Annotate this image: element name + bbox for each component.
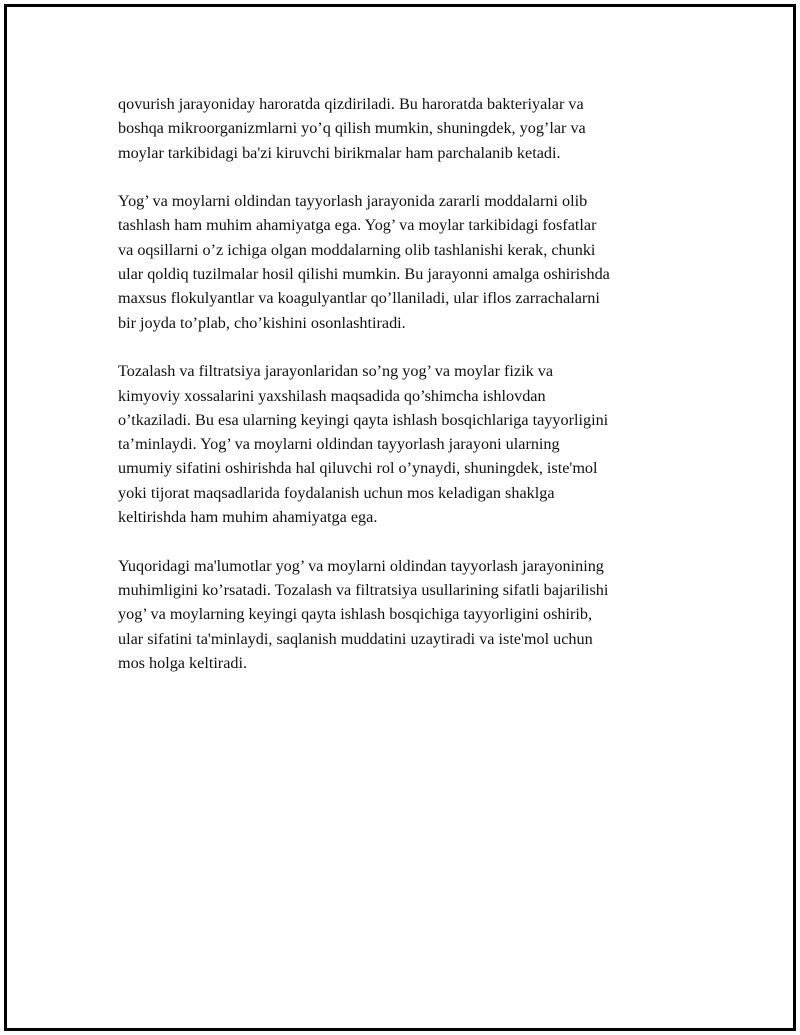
text-line: qovurish jarayoniday haroratda qizdiriladi. Bu haroratda bakteriyalar va bbox=[118, 95, 584, 113]
text-line: maxsus flokulyantlar va koagulyantlar qo’llaniladi, ular iflos zarrachalarni bbox=[118, 289, 600, 308]
text-line: ular sifatini ta'minlaydi, saqlanish muddatini uzaytiradi va iste'mol uchun bbox=[118, 629, 593, 648]
paragraph-4 bbox=[118, 554, 698, 675]
paragraph-3 bbox=[118, 359, 698, 529]
paragraph-2 bbox=[118, 189, 698, 335]
text-line: muhimligini ko’rsatadi. Tozalash va filtratsiya usullarining sifatli bajarilishi bbox=[118, 580, 609, 599]
paragraph-1 bbox=[118, 92, 698, 165]
text-line: Tozalash va filtratsiya jarayonlaridan so’ng yog’ va moylar fizik va bbox=[118, 362, 554, 381]
text-line: Yog’ va moylarni oldindan tayyorlash jarayonida zararli moddalarni olib bbox=[118, 192, 588, 211]
text-line: kimyoviy xossalarini yaxshilash maqsadida qo’shimcha ishlovdan bbox=[118, 386, 546, 405]
text-line: va oqsillarni o’z ichiga olgan moddalarning olib tashlanishi kerak, chunki bbox=[118, 240, 596, 259]
text-line: bir joyda to’plab, cho’kishini osonlashtiradi. bbox=[118, 313, 406, 332]
text-line: ular qoldiq tuzilmalar hosil qilishi mumkin. Bu jarayonni amalga oshirishda bbox=[118, 265, 610, 284]
text-line: moylar tarkibidagi ba'zi kiruvchi birikmalar ham parchalanib ketadi. bbox=[118, 143, 561, 162]
text-line: yoki tijorat maqsadlarida foydalanish uchun mos keladigan shaklga bbox=[118, 483, 555, 502]
text-line: o’tkaziladi. Bu esa ularning keyingi qayta ishlash bosqichlariga tayyorligini bbox=[118, 410, 609, 429]
text-line: umumiy sifatini oshirishda hal qiluvchi rol o’ynaydi, shuningdek, iste'mol bbox=[118, 459, 598, 478]
text-line: Yuqoridagi ma'lumotlar yog’ va moylarni oldindan tayyorlash jarayonining bbox=[118, 556, 604, 575]
text-line: keltirishda ham muhim ahamiyatga ega. bbox=[118, 508, 378, 527]
text-line: boshqa mikroorganizmlarni yo’q qilish mumkin, shuningdek, yog’lar va bbox=[118, 119, 586, 138]
text-line: mos holga keltiradi. bbox=[118, 653, 248, 672]
text-line: ta’minlaydi. Yog’ va moylarni oldindan tayyorlash jarayoni ularning bbox=[118, 435, 560, 454]
text-line: yog’ va moylarning keyingi qayta ishlash bosqichiga tayyorligini oshirib, bbox=[118, 605, 593, 624]
text-line: tashlash ham muhim ahamiyatga ega. Yog’ va moylar tarkibidagi fosfatlar bbox=[118, 216, 597, 235]
document-body bbox=[118, 92, 698, 699]
